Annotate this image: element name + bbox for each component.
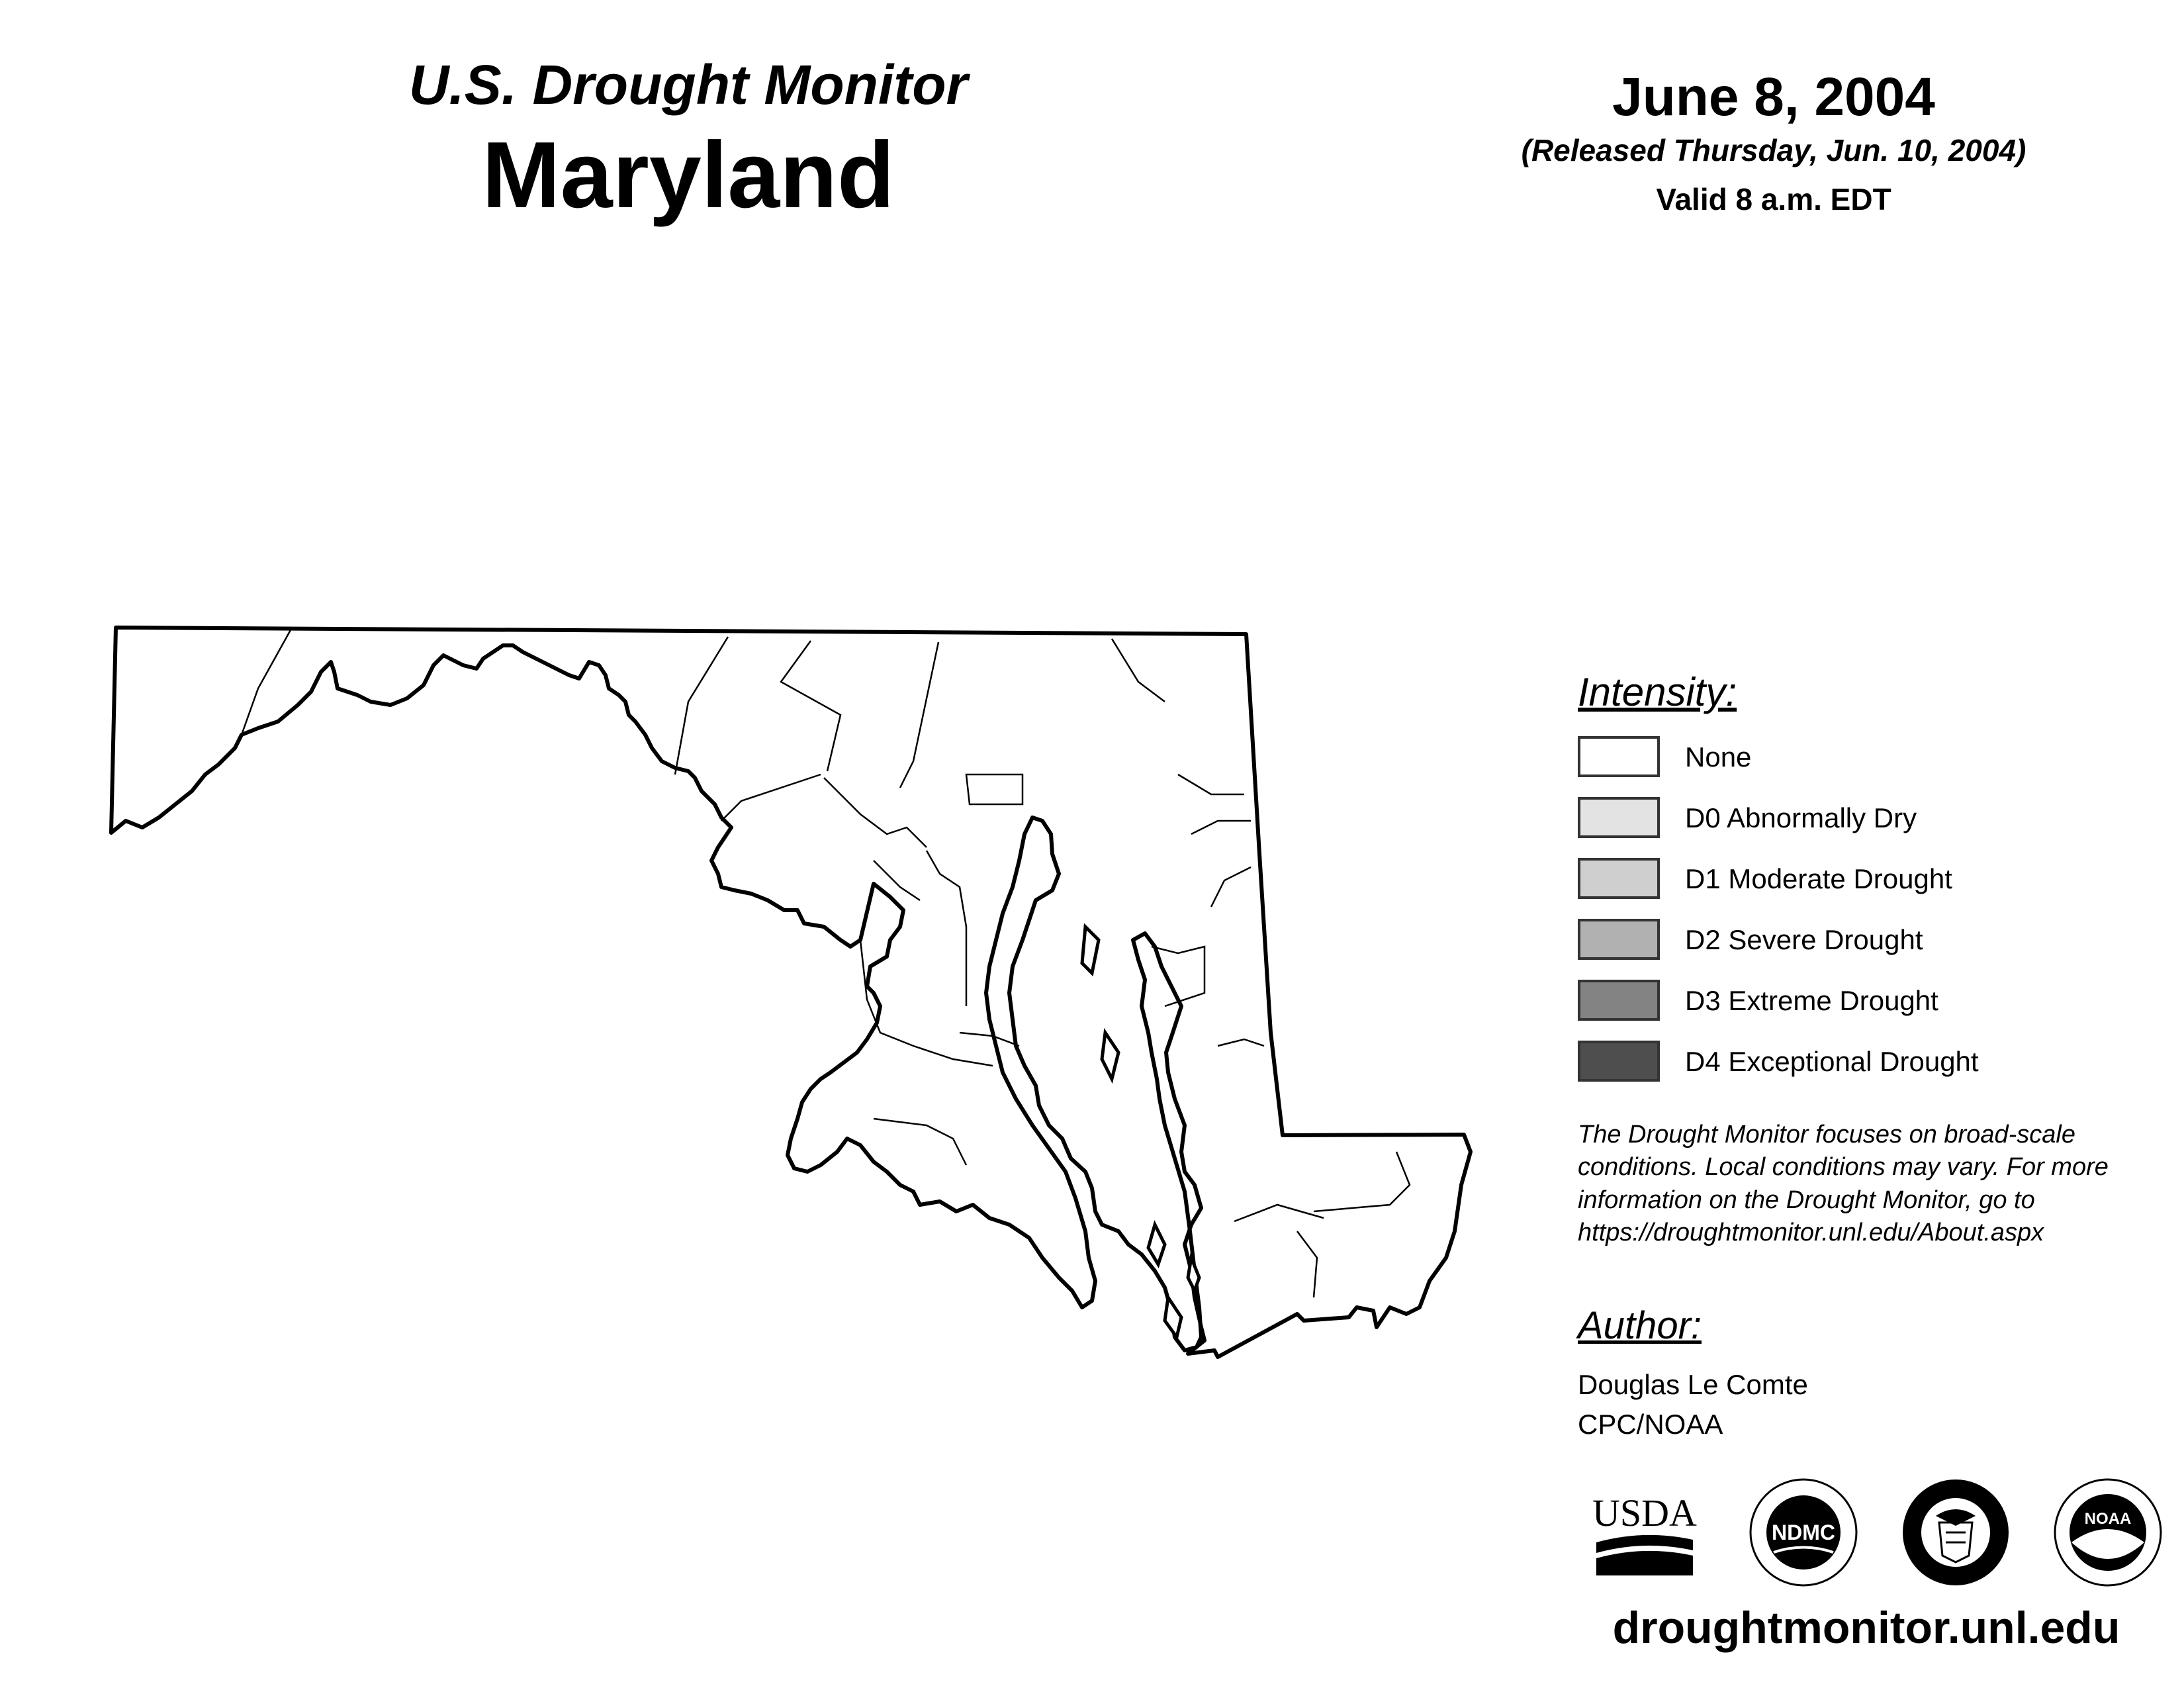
legend-item-d1 [1578,858,2173,919]
valid-time: Valid 8 a.m. EDT [1656,182,1891,217]
legend-label: None [1685,741,1752,773]
website-url: droughtmonitor.unl.edu [1612,1603,2120,1653]
legend-title: Intensity: [1578,670,1737,714]
state-name: Maryland [482,122,895,228]
usda-logo [1588,1476,1701,1589]
info-note: The Drought Monitor focuses on broad-scale conditions. Local conditions may vary. For more information on the Drought Monitor, go to https://droughtmonitor.unl.edu/About.aspx [1578,1121,2109,1247]
legend-label: D3 Extreme Drought [1685,985,1938,1016]
map-date: June 8, 2004 [1612,67,1935,127]
legend-item-d2 [1578,919,2173,980]
author-name: Douglas Le Comte [1578,1368,1808,1400]
author-org: CPC/NOAA [1578,1409,1723,1440]
legend-swatch [1578,919,1660,960]
legend-swatch [1578,858,1660,899]
svg-text:NDMC: NDMC [1772,1521,1835,1544]
author-block [1578,1303,2173,1445]
legend-swatch [1578,1041,1660,1082]
commerce-seal [1899,1476,2012,1589]
agency-logos [1588,1476,2171,1589]
svg-text:USDA: USDA [1592,1491,1697,1534]
legend-label: D1 Moderate Drought [1685,863,1952,894]
legend-item-none [1578,736,2173,797]
ndmc-logo [1747,1476,1860,1589]
legend-item-d3 [1578,980,2173,1041]
noaa-logo [2052,1476,2164,1589]
svg-text:NOAA: NOAA [2084,1510,2132,1528]
state-outline [111,628,1471,1357]
legend-swatch [1578,736,1660,777]
author-title: Author: [1578,1304,1702,1347]
legend-swatch [1578,797,1660,838]
release-date: (Released Thursday, Jun. 10, 2004) [1521,133,2026,168]
legend-label: D0 Abnormally Dry [1685,802,1917,833]
legend-label: D2 Severe Drought [1685,924,1923,955]
map-title: U.S. Drought Monitor [408,54,968,116]
legend-swatch [1578,980,1660,1021]
intensity-legend [1578,669,2173,1102]
legend-label: D4 Exceptional Drought [1685,1046,1979,1077]
legend-item-d0 [1578,797,2173,858]
legend-item-d4 [1578,1041,2173,1102]
